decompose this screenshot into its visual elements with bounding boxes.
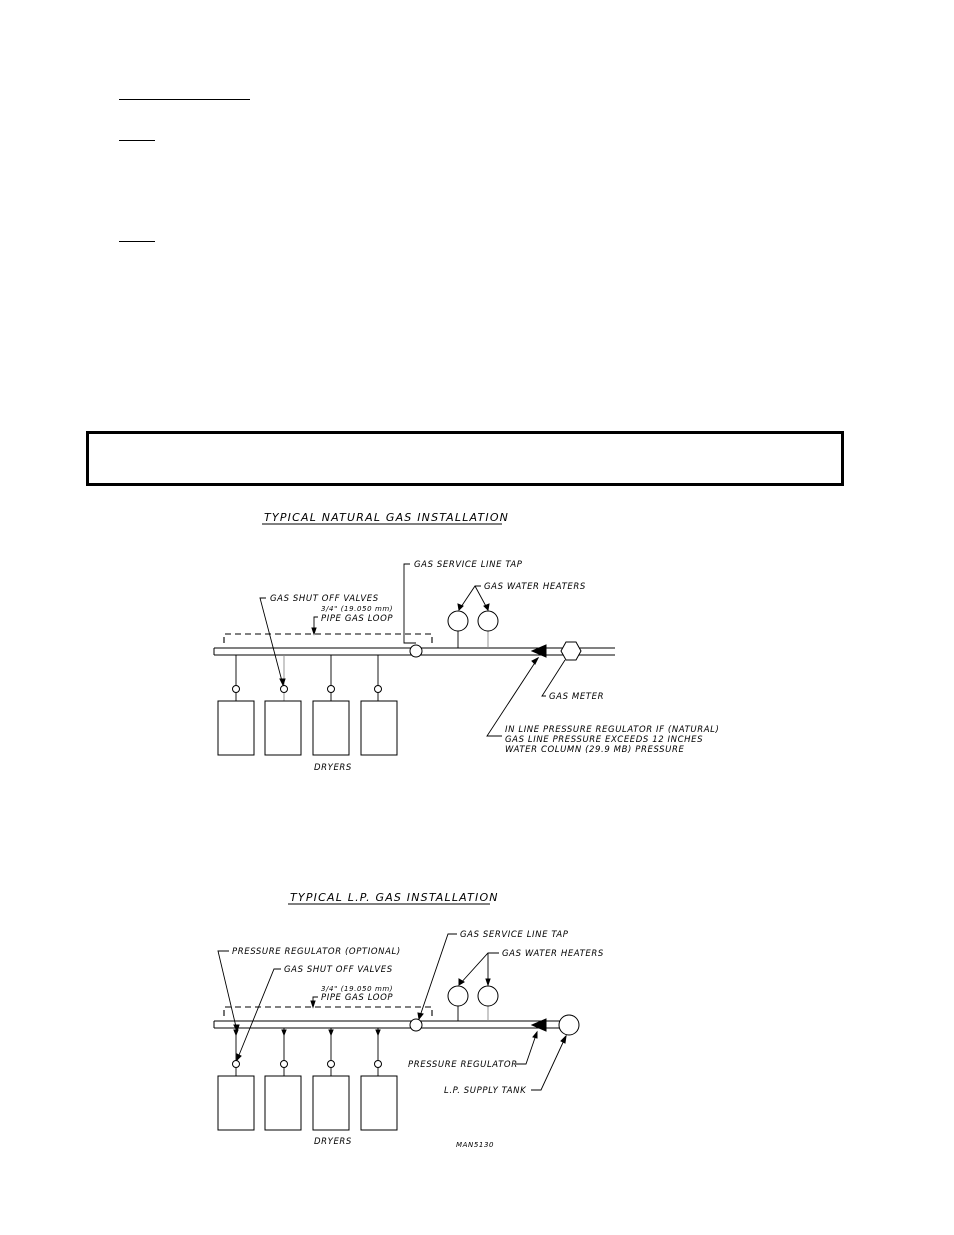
shut-off-valve-1 bbox=[233, 686, 240, 693]
regulator-label-2: GAS LINE PRESSURE EXCEEDS 12 INCHES bbox=[505, 735, 704, 745]
regulator-label-3: WATER COLUMN (29.9 MB) PRESSURE bbox=[505, 745, 685, 755]
pressure-regulator-label: PRESSURE REGULATOR bbox=[408, 1060, 518, 1070]
lp-supply-tank bbox=[559, 1015, 579, 1035]
shut-off-label: GAS SHUT OFF VALVES bbox=[270, 594, 379, 604]
loop-size-label: 3/4" (19.050 mm) bbox=[321, 605, 394, 613]
dryer-4 bbox=[361, 1076, 397, 1130]
water-heater-2 bbox=[478, 611, 498, 631]
pressure-regulator-optional-label: PRESSURE REGULATOR (OPTIONAL) bbox=[232, 947, 401, 957]
natural-gas-diagram bbox=[0, 500, 954, 790]
supply-tank-label: L.P. SUPPLY TANK bbox=[444, 1086, 527, 1096]
shut-off-valve-3 bbox=[328, 686, 335, 693]
dryers-label: DRYERS bbox=[314, 1137, 352, 1147]
gas-meter bbox=[561, 642, 581, 660]
lp-gas-title: TYPICAL L.P. GAS INSTALLATION bbox=[290, 891, 499, 904]
dryer-1 bbox=[218, 701, 254, 755]
water-heaters-label: GAS WATER HEATERS bbox=[484, 582, 586, 592]
service-tap-label: GAS SERVICE LINE TAP bbox=[414, 560, 523, 570]
notice-box bbox=[86, 431, 844, 486]
shut-off-valve-2 bbox=[281, 686, 288, 693]
shut-off-valve-2 bbox=[281, 1061, 288, 1068]
dryer-3 bbox=[313, 701, 349, 755]
regulator-label-1: IN LINE PRESSURE REGULATOR IF (NATURAL) bbox=[505, 725, 720, 735]
lp-gas-diagram bbox=[0, 880, 954, 1170]
shut-off-label: GAS SHUT OFF VALVES bbox=[284, 965, 393, 975]
heading-underline bbox=[119, 99, 250, 100]
loop-label: PIPE GAS LOOP bbox=[321, 614, 394, 624]
gas-meter-label: GAS METER bbox=[549, 692, 605, 702]
service-tap-valve bbox=[410, 645, 422, 657]
dryer-3 bbox=[313, 1076, 349, 1130]
dryer-2 bbox=[265, 701, 301, 755]
water-heater-1 bbox=[448, 986, 468, 1006]
water-heater-2 bbox=[478, 986, 498, 1006]
note-underline-2 bbox=[119, 241, 155, 242]
dryers-label: DRYERS bbox=[314, 763, 352, 773]
dryer-4 bbox=[361, 701, 397, 755]
shut-off-valve-4 bbox=[375, 686, 382, 693]
dryer-1 bbox=[218, 1076, 254, 1130]
pipe-gas-loop bbox=[224, 634, 432, 643]
shut-off-valve-1 bbox=[233, 1061, 240, 1068]
natural-gas-title: TYPICAL NATURAL GAS INSTALLATION bbox=[264, 511, 510, 524]
service-tap-valve bbox=[410, 1019, 422, 1031]
water-heater-1 bbox=[448, 611, 468, 631]
shut-off-valve-4 bbox=[375, 1061, 382, 1068]
note-underline-1 bbox=[119, 140, 155, 141]
service-tap-label: GAS SERVICE LINE TAP bbox=[460, 930, 569, 940]
dryer-2 bbox=[265, 1076, 301, 1130]
loop-label: PIPE GAS LOOP bbox=[321, 993, 394, 1003]
water-heaters-label: GAS WATER HEATERS bbox=[502, 949, 604, 959]
shut-off-valve-3 bbox=[328, 1061, 335, 1068]
drawing-number: MAN5130 bbox=[456, 1141, 495, 1149]
loop-size-label: 3/4" (19.050 mm) bbox=[321, 985, 394, 993]
